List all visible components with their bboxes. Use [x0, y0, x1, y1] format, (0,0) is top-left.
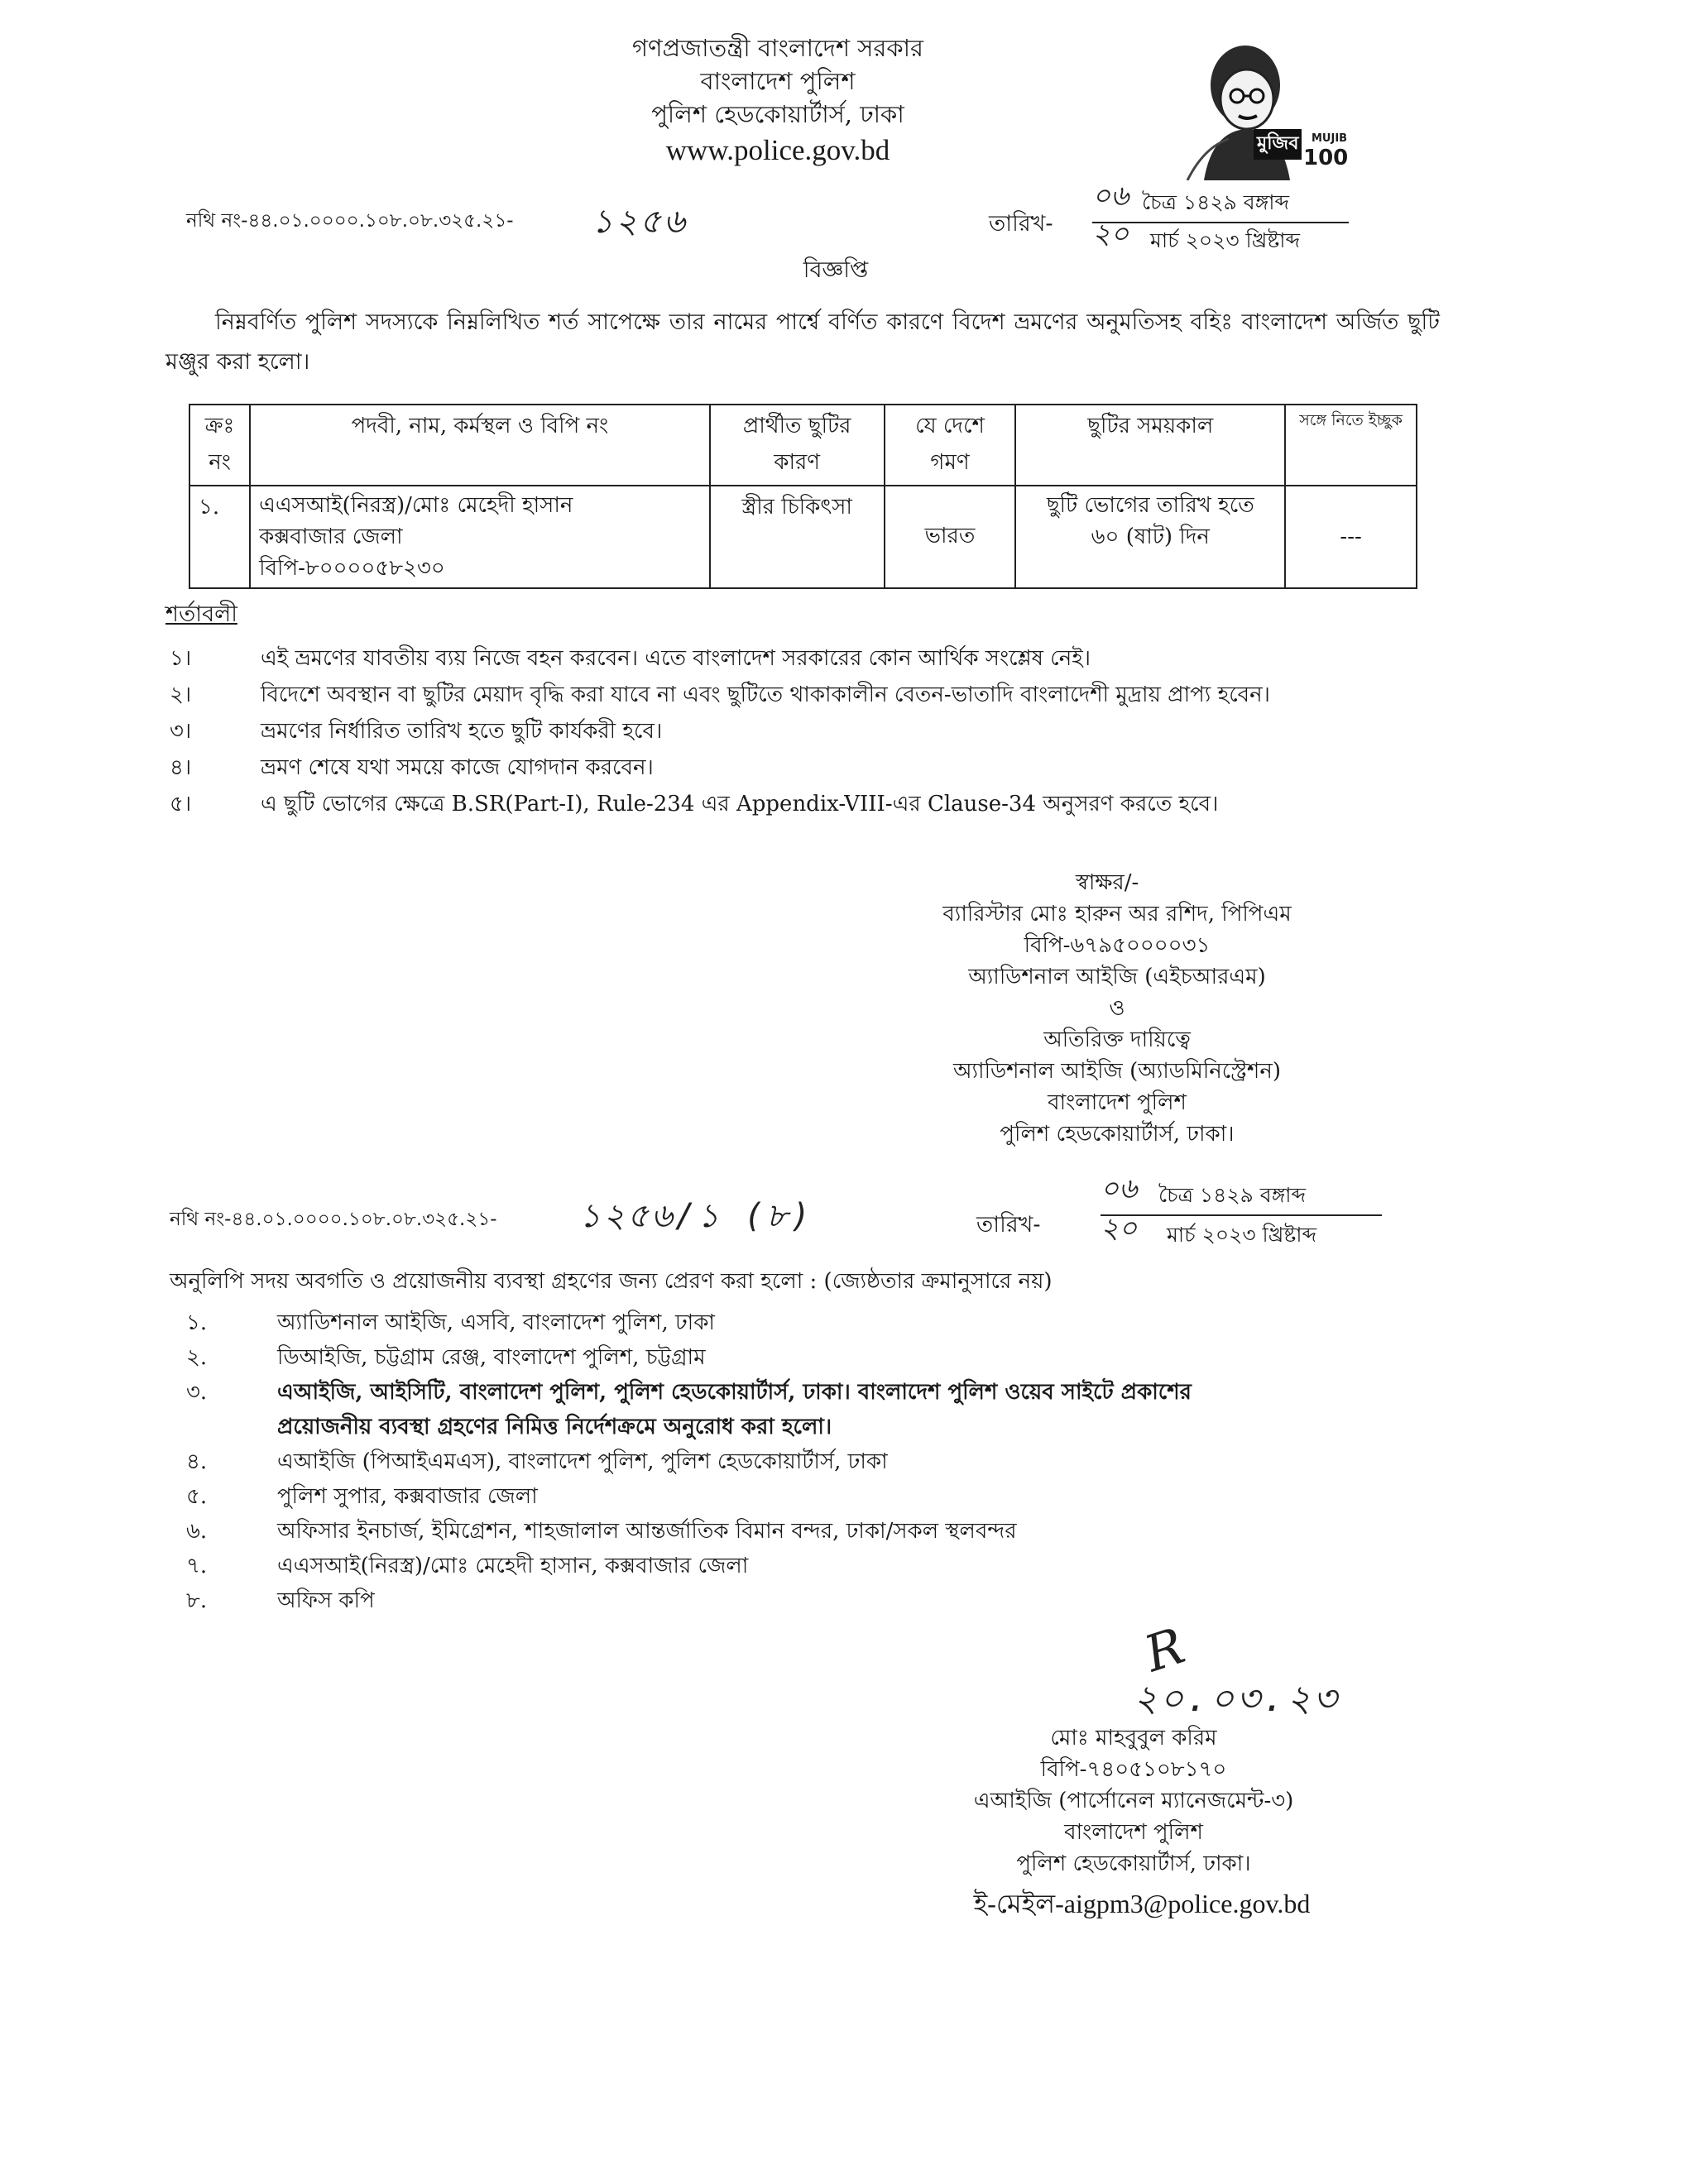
memo2-ref-handwritten: ১২৫৬/১ (৮): [579, 1197, 813, 1235]
copy-text: এআইজি (পিআইএমএস), বাংলাদেশ পুলিশ, পুলিশ হেডকোয়ার্টার্স, ঢাকা: [277, 1449, 888, 1474]
memo1-ref-handwritten: ১২৫৬: [592, 203, 688, 241]
header-website: www.police.gov.bd: [665, 134, 890, 166]
signature-block-1: [894, 867, 1340, 1150]
copy-text: অ্যাডিশনাল আইজি, এসবি, বাংলাদেশ পুলিশ, ঢাকা: [277, 1310, 715, 1335]
signatory2-org: বাংলাদেশ পুলিশ: [1064, 1820, 1203, 1845]
list-item: [186, 1479, 1460, 1514]
col-period: ছুটির সময়কাল: [1015, 405, 1285, 486]
memo1-ref-prefix: নথি নং-৪৪.০১.০০০০.১০৮.০৮.৩২৫.২১-: [186, 210, 514, 232]
signatory1-bp: বিপি-৬৭৯৫০০০০৩১: [1024, 933, 1211, 958]
signatory2-bp: বিপি-৭৪০৫১০৮১৭০: [1040, 1757, 1227, 1782]
copy-text: এএসআই(নিরস্ত্র)/মোঃ মেহেদী হাসান, কক্সবাজার জেলা: [277, 1554, 749, 1578]
copy-num: ৪.: [186, 1449, 208, 1474]
list-item: [186, 1583, 1460, 1618]
col-reason: প্রার্থীত ছুটির কারণ: [710, 405, 885, 486]
copy-text: অফিস কপি: [277, 1588, 375, 1613]
intro-paragraph: নিম্নবর্ণিত পুলিশ সদস্যকে নিম্নলিখিত শর্ত সাপেক্ষে তার নামের পার্শ্বে বর্ণিত কারণে বিদেশ ভ্রমণের অনুমতিসহ বহিঃ বাংলাদেশ অর্জিত ছুটি মঞ্জুর করা হলো।: [165, 309, 1440, 375]
row-companion: ---: [1285, 486, 1417, 588]
copy-num: ১.: [186, 1310, 208, 1335]
memo2-date-block: [1101, 1172, 1382, 1254]
row-period-line1: ছুটি ভোগের তারিখ হতে: [1046, 493, 1254, 518]
copy-intro: অনুলিপি সদয় অবগতি ও প্রয়োজনীয় ব্যবস্থা গ্রহণের জন্য প্রেরণ করা হলো : (জ্যেষ্ঠতার ক্রমানুসারে নয়): [170, 1269, 1053, 1294]
memo1-date-en: মার্চ ২০২৩ খ্রিষ্টাব্দ: [1150, 228, 1301, 252]
list-item: [186, 1514, 1460, 1549]
signatory1-name: ব্যারিস্টার মোঃ হারুন অর রশিদ, পিপিএম: [942, 902, 1292, 927]
row-person-unit: কক্সবাজার জেলা: [259, 524, 403, 549]
leave-table: [189, 404, 1417, 589]
list-item: [186, 1375, 1460, 1410]
signed-mark: স্বাক্ষর/-: [1076, 870, 1139, 895]
copy-text: পুলিশ সুপার, কক্সবাজার জেলা: [277, 1484, 538, 1509]
table-row: [189, 486, 1417, 588]
copy-num: ৬.: [186, 1519, 208, 1544]
list-item-continuation: [186, 1410, 1460, 1444]
copy-num: ৩.: [186, 1380, 208, 1405]
signatory1-hq: পুলিশ হেডকোয়ার্টার্স, ঢাকা।: [1000, 1122, 1235, 1147]
list-item: [170, 677, 1460, 713]
condition-num: ৩।: [170, 719, 192, 744]
copy-text: ডিআইজি, চট্টগ্রাম রেঞ্জ, বাংলাদেশ পুলিশ, চট্টগ্রাম: [277, 1345, 706, 1370]
copy-text: এআইজি, আইসিটি, বাংলাদেশ পুলিশ, পুলিশ হেডকোয়ার্টার্স, ঢাকা। বাংলাদেশ পুলিশ ওয়েব সাইটে প্রকাশের: [277, 1380, 1192, 1405]
handwritten-initial: R: [1138, 1616, 1192, 1684]
conditions-list: [170, 640, 1460, 822]
col-country: যে দেশে গমণ: [885, 405, 1016, 486]
mujib-100-logo-icon: [1154, 40, 1349, 180]
signatory1-desig1: অ্যাডিশনাল আইজি (এইচআরএম): [968, 965, 1266, 989]
row-period: [1015, 486, 1285, 588]
col-companion: সঙ্গে নিতে ইচ্ছুক: [1285, 405, 1417, 486]
letterhead: [513, 31, 1043, 170]
memo1-date-block: [1092, 180, 1349, 260]
signatory2-name: মোঃ মাহবুবুল করিম: [1050, 1726, 1217, 1751]
col-name: পদবী, নাম, কর্মস্থল ও বিপি নং: [250, 405, 710, 486]
condition-text: ভ্রমণ শেষে যথা সময়ে কাজে যোগদান করবেন।: [261, 755, 654, 780]
copy-list: [186, 1305, 1460, 1618]
logo-number: 100: [1303, 146, 1349, 170]
condition-text: এ ছুটি ভোগের ক্ষেত্রে B.SR(Part-I), Rule-234 এর Appendix-VIII-এর Clause-34 অনুসরণ করতে হবে।: [261, 792, 1219, 817]
condition-text: ভ্রমণের নির্ধারিত তারিখ হতে ছুটি কার্যকরী হবে।: [261, 719, 663, 744]
memo2-date-bn-day: ০৬: [1101, 1172, 1138, 1205]
memo2-date-bn: চৈত্র ১৪২৯ বঙ্গাব্দ: [1158, 1183, 1307, 1207]
copy-text: অফিসার ইনচার্জ, ইমিগ্রেশন, শাহজালাল আন্তর্জাতিক বিমান বন্দর, ঢাকা/সকল স্থলবন্দর: [277, 1519, 1017, 1544]
memo2-ref: [170, 1204, 497, 1236]
memo1-date-label: তারিখ-: [989, 211, 1053, 237]
copy-num: ৮.: [186, 1588, 208, 1613]
condition-num: ১।: [170, 646, 192, 671]
copy-num: ৫.: [186, 1484, 208, 1509]
signatory2-hq: পুলিশ হেডকোয়ার্টার্স, ঢাকা।: [1016, 1851, 1251, 1876]
signatory1-extra: অতিরিক্ত দায়িত্বে: [1043, 1027, 1191, 1052]
condition-text: এই ভ্রমণের যাবতীয় ব্যয় নিজে বহন করবেন। এতে বাংলাদেশ সরকারের কোন আর্থিক সংশ্লেষ নেই।: [261, 646, 1091, 671]
memo2-date-label: তারিখ-: [976, 1212, 1041, 1238]
conditions-title: শর্তাবলী: [165, 601, 237, 627]
list-item: [186, 1305, 1460, 1340]
list-item: [170, 750, 1460, 786]
condition-text: বিদেশে অবস্থান বা ছুটির মেয়াদ বৃদ্ধি করা যাবে না এবং ছুটিতে থাকাকালীন বেতন-ভাতাদি বাংলাদেশী মুদ্রায় প্রাপ্য হবেন।: [261, 682, 1270, 707]
memo2-date-en: মার্চ ২০২৩ খ্রিষ্টাব্দ: [1167, 1223, 1317, 1247]
condition-num: ৫।: [170, 792, 192, 817]
row-person: [250, 486, 710, 588]
row-country: ভারত: [885, 486, 1016, 588]
col-serial: ক্রঃ নং: [189, 405, 250, 486]
header-hq: পুলিশ হেডকোয়ার্টার্স, ঢাকা: [651, 100, 904, 128]
signatory2-email: ই-মেইল-aigpm3@police.gov.bd: [973, 1889, 1311, 1918]
handwritten-date: ২০.০৩.২৩: [1134, 1678, 1340, 1720]
copy-text-2: প্রয়োজনীয় ব্যবস্থা গ্রহণের নিমিত্ত নির্দেশক্রমে অনুরোধ করা হলো।: [277, 1415, 832, 1439]
signatory1-desig2: অ্যাডিশনাল আইজি (অ্যাডমিনিস্ট্রেশন): [953, 1059, 1281, 1084]
list-item: [170, 640, 1460, 677]
memo2-ref-prefix: নথি নং-৪৪.০১.০০০০.১০৮.০৮.৩২৫.২১-: [170, 1209, 497, 1230]
list-item: [186, 1549, 1460, 1583]
notice-title: বিজ্ঞপ্তি: [803, 257, 869, 283]
memo1-ref: [186, 205, 514, 237]
memo2-date-en-day: ২০: [1101, 1212, 1138, 1245]
condition-num: ২।: [170, 682, 192, 707]
memo1-date-en-day: ২০: [1092, 218, 1129, 251]
signatory2-desig: এআইজি (পার্সোনেল ম্যানেজমেন্ট-৩): [973, 1789, 1294, 1813]
logo-label: মুজিব: [1254, 129, 1302, 160]
row-person-bp: বিপি-৮০০০০৫৮২৩০: [259, 556, 445, 581]
copy-num: ২.: [186, 1345, 208, 1370]
condition-num: ৪।: [170, 755, 192, 780]
header-govt: গণপ্রজাতন্ত্রী বাংলাদেশ সরকার: [631, 34, 924, 62]
signature-block-2: [918, 1722, 1349, 1880]
logo-sub: MUJIB: [1312, 132, 1348, 145]
list-item: [186, 1444, 1460, 1479]
signatory1-and: ও: [1109, 996, 1125, 1021]
signatory1-org: বাংলাদেশ পুলিশ: [1048, 1090, 1187, 1115]
memo1-date-bn: চৈত্র ১৪২৯ বঙ্গাব্দ: [1142, 190, 1290, 214]
row-period-line2: ৬০ (ষাট) দিন: [1091, 524, 1210, 549]
list-item: [170, 713, 1460, 750]
list-item: [186, 1340, 1460, 1375]
list-item: [170, 786, 1460, 822]
memo1-date-bn-day: ০৬: [1092, 180, 1129, 213]
copy-num: ৭.: [186, 1554, 208, 1578]
row-person-name: এএসআই(নিরস্ত্র)/মোঃ মেহেদী হাসান: [259, 493, 573, 518]
row-reason: স্ত্রীর চিকিৎসা: [710, 486, 885, 588]
row-serial: ১.: [189, 486, 250, 588]
header-police: বাংলাদেশ পুলিশ: [700, 67, 856, 95]
